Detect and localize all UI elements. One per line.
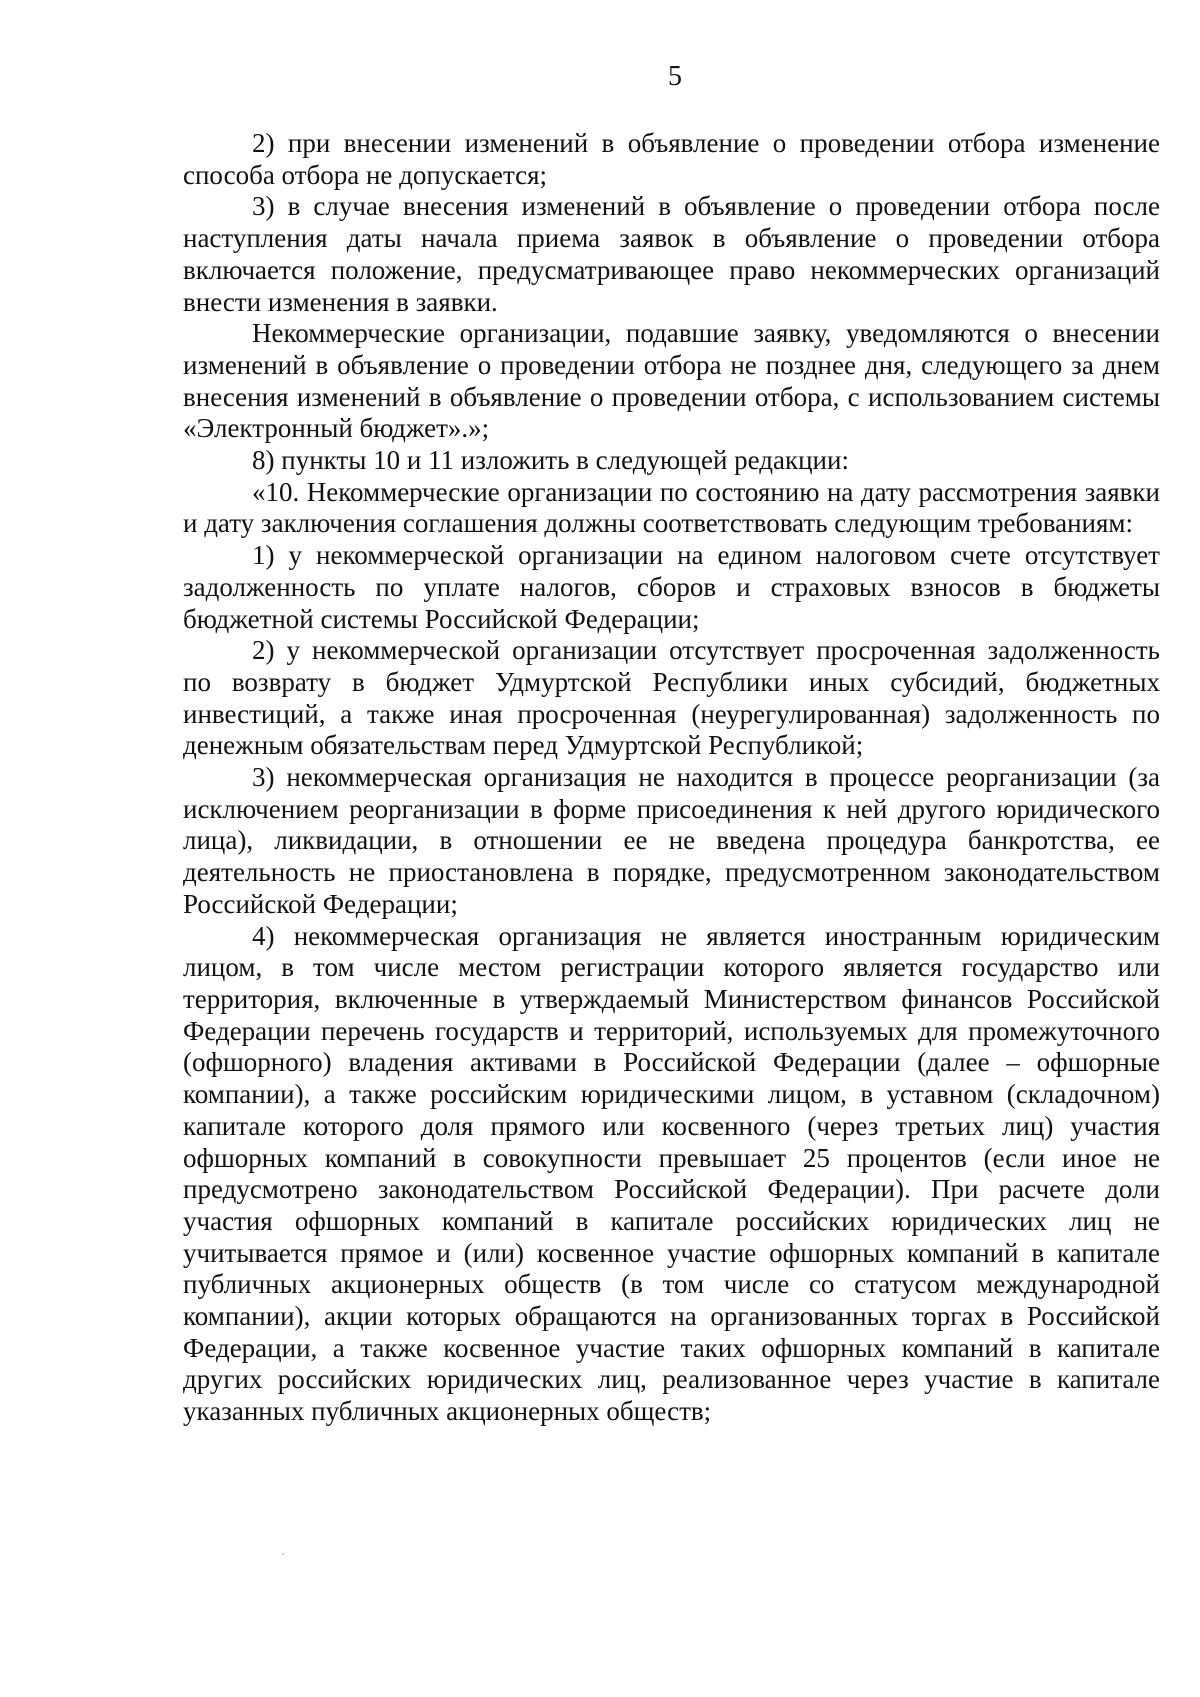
paragraph-notification: Некоммерческие организации, подавшие заявку, уведомляются о внесении изменений в объявление о проведении отбора не позднее дня, следующего за днем внесения изменений в объявление о проведении отбора, с использованием системы «Электронный бюджет».»;: [183, 318, 1160, 444]
scan-speck: [282, 1553, 284, 1555]
paragraph-item-2: 2) при внесении изменений в объявление о проведении отбора изменение способа отбора не допускается;: [183, 128, 1160, 190]
page-number: 5: [668, 61, 682, 92]
paragraph-requirement-4: 4) некоммерческая организация не является иностранным юридическим лицом, в том числе местом регистрации которого является государство или территория, включенные в утверждаемый Министерством финансов Российской Федерации перечень государств и территорий, используемых для промежуточного (офшорного) владения активами в Российской Федерации (далее – офшорные компании), а также российским юридическими лицом, в уставном (складочном) капитале которого доля прямого или косвенного (через третьих лиц) участия офшорных компаний в совокупности превышает 25 процентов (если иное не предусмотрено законодательством Российской Федерации). При расчете доли участия офшорных компаний в капитале российских юридических лиц не учитывается прямое и (или) косвенное участие офшорных компаний в капитале публичных акционерных обществ (в том числе со статусом международной компании), акции которых обращаются на организованных торгах в Российской Федерации, а также косвенное участие таких офшорных компаний в капитале других российских юридических лиц, реализованное через участие в капитале указанных публичных акционерных обществ;: [183, 920, 1160, 1427]
paragraph-clause-10: «10. Некоммерческие организации по состоянию на дату рассмотрения заявки и дату заключения соглашения должны соответствовать следующим требованиям:: [183, 476, 1160, 539]
paragraph-requirement-3: 3) некоммерческая организация не находится в процессе реорганизации (за исключением реорганизации в форме присоединения к ней другого юридического лица), ликвидации, в отношении ее не введена процедура банкротства, ее деятельность не приостановлена в порядке, предусмотренном законодательством Российской Федерации;: [183, 762, 1160, 919]
paragraph-requirement-2: 2) у некоммерческой организации отсутствует просроченная задолженность по возврату в бюджет Удмуртской Республики иных субсидий, бюджетных инвестиций, а также иная просроченная (неурегулированная) задолженность по денежным обязательствам перед Удмуртской Республикой;: [183, 635, 1160, 761]
paragraph-item-3: 3) в случае внесения изменений в объявление о проведении отбора после наступления даты начала приема заявок в объявление о проведении отбора включается положение, предусматривающее право некоммерческих организаций внести изменения в заявки.: [183, 191, 1160, 317]
document-body: [183, 128, 1160, 1428]
paragraph-item-8: 8) пункты 10 и 11 изложить в следующей редакции:: [252, 445, 849, 476]
paragraph-requirement-1: 1) у некоммерческой организации на едином налоговом счете отсутствует задолженность по уплате налогов, сборов и страховых взносов в бюджеты бюджетной системы Российской Федерации;: [183, 540, 1160, 634]
